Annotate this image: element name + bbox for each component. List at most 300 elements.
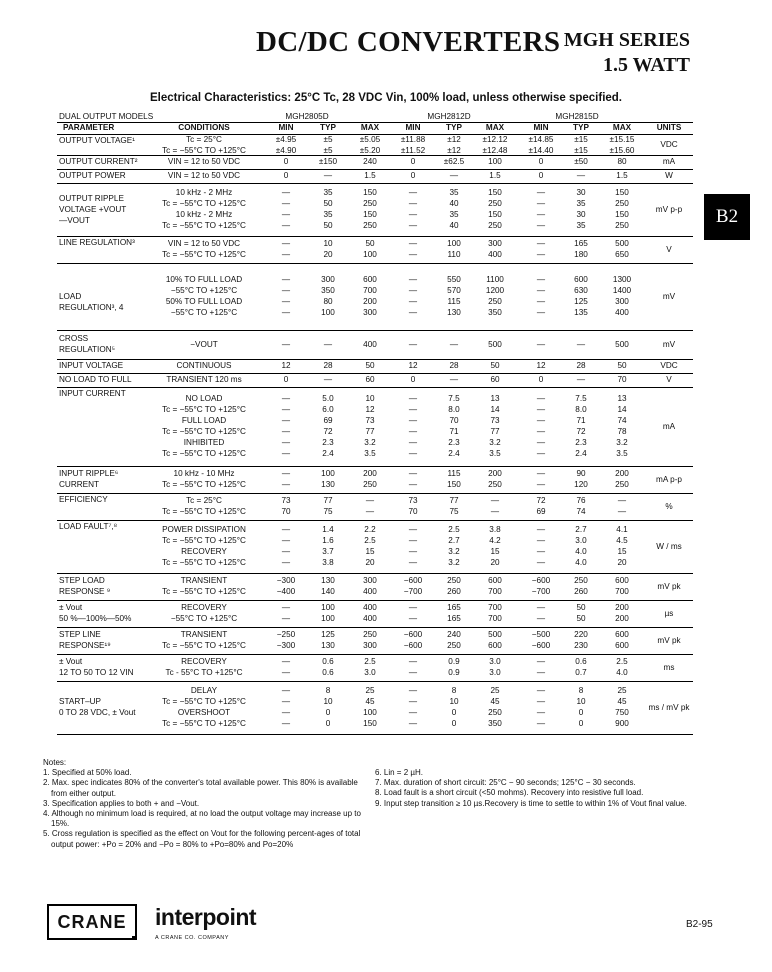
value-cell: 35 — [449, 188, 459, 197]
table-row — [57, 237, 693, 264]
value-cell: 2.2 — [364, 525, 376, 534]
value-cell: 74 — [576, 507, 586, 516]
value-cell: — — [281, 657, 291, 666]
parameter-label: 50 %—100%—50% — [59, 614, 132, 623]
value-cell: 400 — [615, 308, 629, 317]
value-cell: 30 — [576, 210, 586, 219]
value-cell: 50 — [323, 199, 333, 208]
value-cell: — — [281, 286, 291, 295]
value-cell: — — [536, 297, 546, 306]
value-cell: 750 — [615, 708, 629, 717]
value-cell: 69 — [536, 507, 546, 516]
value-cell: — — [536, 199, 546, 208]
value-cell: 12 — [408, 361, 418, 370]
value-cell: 60 — [365, 375, 375, 384]
value-cell: — — [408, 469, 418, 478]
value-cell: −700 — [403, 587, 423, 596]
condition-label: Tc = −55°C TO +125°C — [162, 221, 246, 230]
value-cell: 250 — [363, 630, 377, 639]
table-row — [57, 655, 693, 682]
value-cell: — — [536, 275, 546, 284]
value-cell: — — [408, 286, 418, 295]
value-cell: 0 — [538, 157, 544, 166]
value-cell: 200 — [615, 603, 629, 612]
units-label: mV pk — [657, 582, 681, 591]
value-cell: — — [449, 375, 459, 384]
value-cell: 300 — [363, 308, 377, 317]
value-cell: 125 — [574, 297, 588, 306]
value-cell: −300 — [276, 641, 296, 650]
value-cell: −600 — [403, 630, 423, 639]
value-cell: 28 — [449, 361, 459, 370]
condition-label: Tc = −55°C TO +125°C — [162, 719, 246, 728]
value-cell: 80 — [617, 157, 627, 166]
value-cell: 2.3 — [575, 438, 587, 447]
value-cell: 2.5 — [364, 536, 376, 545]
value-cell: 13 — [490, 394, 500, 403]
condition-label: Tc = −55°C TO +125°C — [162, 558, 246, 567]
value-cell: — — [281, 239, 291, 248]
value-cell: 71 — [576, 416, 586, 425]
value-cell: 135 — [574, 308, 588, 317]
table-row — [57, 374, 693, 388]
value-cell: — — [281, 340, 291, 349]
value-cell: 140 — [321, 587, 335, 596]
parameter-label: LOAD FAULT⁷,⁸ — [59, 522, 118, 531]
value-cell: — — [576, 340, 586, 349]
value-cell: −300 — [276, 576, 296, 585]
value-cell: 2.5 — [364, 657, 376, 666]
value-cell: ±15.15 — [609, 135, 635, 144]
value-cell: — — [408, 188, 418, 197]
value-cell: 74 — [617, 416, 627, 425]
condition-label: Tc = −55°C TO +125°C — [162, 427, 246, 436]
units-label: mV p-p — [655, 205, 683, 214]
value-cell: — — [536, 239, 546, 248]
value-cell: 600 — [615, 630, 629, 639]
parameter-label: OUTPUT RIPPLE — [59, 194, 124, 203]
value-cell: 8 — [325, 686, 331, 695]
table-row — [57, 494, 693, 521]
parameter-label: RESPONSE ⁹ — [59, 587, 111, 596]
value-cell: 230 — [574, 641, 588, 650]
value-cell: 77 — [323, 496, 333, 505]
parameter-label: STEP LINE — [59, 630, 101, 639]
value-cell: 400 — [363, 340, 377, 349]
value-cell: ±12.12 — [482, 135, 508, 144]
value-cell: — — [408, 438, 418, 447]
value-cell: 500 — [615, 340, 629, 349]
value-cell: 0 — [410, 157, 416, 166]
value-cell: 200 — [615, 469, 629, 478]
note-item: 1. Specified at 50% load. — [43, 768, 132, 778]
table-row — [57, 170, 693, 184]
value-cell: 250 — [363, 199, 377, 208]
value-cell: 45 — [617, 697, 627, 706]
units-label: V — [666, 375, 672, 384]
value-cell: — — [536, 469, 546, 478]
notes-right-column — [375, 768, 720, 809]
table-row — [57, 135, 693, 156]
value-cell: 300 — [363, 576, 377, 585]
value-cell: — — [365, 496, 375, 505]
value-cell: 0 — [283, 375, 289, 384]
value-cell: ±15 — [574, 146, 588, 155]
value-cell: 650 — [615, 250, 629, 259]
value-cell: — — [408, 308, 418, 317]
value-cell: — — [408, 686, 418, 695]
value-cell: — — [536, 525, 546, 534]
value-cell: 240 — [363, 157, 377, 166]
parameter-label: INPUT RIPPLE⁶ — [59, 469, 119, 478]
value-cell: — — [617, 496, 627, 505]
value-cell: 700 — [363, 286, 377, 295]
value-cell: ±12.48 — [482, 146, 508, 155]
series-name: MGH SERIES — [563, 29, 690, 51]
condition-label: OVERSHOOT — [177, 708, 231, 717]
value-cell: — — [490, 496, 500, 505]
value-cell: — — [536, 547, 546, 556]
electrical-characteristics-subtitle: Electrical Characteristics: 25°C Tc, 28 VDC Vin, 100% load, unless otherwise specified. — [149, 92, 623, 104]
value-cell: 60 — [490, 375, 500, 384]
value-cell: ±5 — [323, 146, 333, 155]
value-cell: 25 — [365, 686, 375, 695]
condition-label: TRANSIENT 120 ms — [166, 375, 242, 384]
value-cell: 35 — [323, 210, 333, 219]
condition-label: POWER DISSIPATION — [162, 525, 246, 534]
value-cell: 8 — [451, 686, 457, 695]
value-cell: — — [536, 308, 546, 317]
value-cell: — — [281, 250, 291, 259]
value-cell: 3.2 — [489, 438, 501, 447]
value-cell: 500 — [615, 239, 629, 248]
table-row — [57, 574, 693, 601]
header-typ: TYP — [320, 123, 336, 132]
condition-label: −55°C TO +125°C — [170, 308, 238, 317]
condition-label: 10 kHz - 2 MHz — [175, 210, 233, 219]
note-item: 9. Input step transition ≥ 10 µs.Recovery is time to settle to within 1% of Vout final value. — [375, 798, 687, 808]
parameter-label: ± Vout — [59, 657, 83, 666]
value-cell: 300 — [488, 239, 502, 248]
value-cell: — — [281, 188, 291, 197]
condition-label: Tc = 25°C — [186, 135, 222, 144]
value-cell: ±5 — [323, 135, 333, 144]
value-cell: 600 — [363, 275, 377, 284]
value-cell: ±150 — [318, 157, 338, 166]
value-cell: 4.2 — [489, 536, 501, 545]
parameter-label: —VOUT — [59, 216, 90, 225]
value-cell: 25 — [617, 686, 627, 695]
value-cell: — — [536, 221, 546, 230]
value-cell: 10 — [323, 697, 333, 706]
value-cell: ±5.05 — [359, 135, 381, 144]
value-cell: — — [281, 697, 291, 706]
value-cell: 2.3 — [448, 438, 460, 447]
group-label: DUAL OUTPUT MODELS — [59, 112, 154, 121]
value-cell: 130 — [321, 641, 335, 650]
condition-label: 10% TO FULL LOAD — [165, 275, 243, 284]
value-cell: ±15.60 — [609, 146, 635, 155]
value-cell: 2.7 — [448, 536, 460, 545]
header-min: MIN — [278, 123, 294, 132]
value-cell: 0 — [578, 708, 584, 717]
condition-label: Tc = 25°C — [186, 496, 222, 505]
value-cell: 4.0 — [616, 668, 628, 677]
value-cell: 69 — [323, 416, 333, 425]
value-cell: — — [536, 427, 546, 436]
value-cell: 130 — [447, 308, 461, 317]
value-cell: — — [408, 536, 418, 545]
value-cell: — — [281, 405, 291, 414]
value-cell: ±11.88 — [400, 135, 426, 144]
table-row — [57, 156, 693, 170]
parameter-label: STEP LOAD — [59, 576, 105, 585]
value-cell: — — [536, 405, 546, 414]
value-cell: — — [281, 708, 291, 717]
value-cell: 50 — [365, 239, 375, 248]
parameter-label: CURRENT — [59, 480, 100, 489]
value-cell: 35 — [449, 210, 459, 219]
value-cell: 6.0 — [322, 405, 334, 414]
value-cell: — — [408, 394, 418, 403]
value-cell: 570 — [447, 286, 461, 295]
value-cell: 150 — [615, 188, 629, 197]
value-cell: — — [408, 708, 418, 717]
units-label: W — [665, 171, 673, 180]
value-cell: — — [365, 507, 375, 516]
condition-label: TRANSIENT — [180, 630, 228, 639]
value-cell: 4.1 — [616, 525, 628, 534]
table-row — [57, 184, 693, 237]
units-label: VDC — [660, 140, 678, 149]
value-cell: 3.0 — [489, 668, 501, 677]
value-cell: — — [281, 480, 291, 489]
parameter-label: OUTPUT CURRENT² — [59, 157, 138, 166]
value-cell: 40 — [449, 199, 459, 208]
value-cell: — — [408, 427, 418, 436]
parameter-label: LINE REGULATION³ — [59, 238, 135, 247]
value-cell: 76 — [576, 496, 586, 505]
condition-label: −VOUT — [190, 340, 218, 349]
value-cell: 0 — [538, 171, 544, 180]
value-cell: 0 — [451, 708, 457, 717]
header-max: MAX — [485, 123, 505, 132]
value-cell: ±12 — [447, 146, 461, 155]
value-cell: — — [536, 188, 546, 197]
value-cell: 2.5 — [448, 525, 460, 534]
value-cell: — — [323, 375, 333, 384]
value-cell: 1.5 — [616, 171, 628, 180]
value-cell: 260 — [574, 587, 588, 596]
value-cell: — — [281, 438, 291, 447]
value-cell: ±11.52 — [400, 146, 426, 155]
value-cell: 600 — [615, 641, 629, 650]
value-cell: 600 — [488, 641, 502, 650]
value-cell: — — [408, 697, 418, 706]
value-cell: 77 — [449, 496, 459, 505]
value-cell: 1.5 — [489, 171, 501, 180]
section-tab: B2 — [704, 194, 750, 240]
condition-label: Tc = −55°C TO +125°C — [162, 536, 246, 545]
model-name: MGH2812D — [427, 112, 471, 121]
value-cell: 40 — [449, 221, 459, 230]
spec-rows — [57, 135, 693, 735]
value-cell: 3.5 — [489, 449, 501, 458]
value-cell: 3.7 — [322, 547, 334, 556]
value-cell: 150 — [363, 210, 377, 219]
value-cell: −700 — [531, 587, 551, 596]
value-cell: 400 — [363, 587, 377, 596]
brand-tagline: A CRANE CO. COMPANY — [155, 935, 229, 941]
value-cell: — — [408, 657, 418, 666]
value-cell: — — [281, 719, 291, 728]
value-cell: 3.0 — [489, 657, 501, 666]
value-cell: 28 — [576, 361, 586, 370]
condition-label: Tc = −55°C TO +125°C — [162, 250, 246, 259]
table-row — [57, 628, 693, 655]
value-cell: 8 — [578, 686, 584, 695]
value-cell: — — [536, 668, 546, 677]
value-cell: 150 — [488, 188, 502, 197]
condition-label: CONTINUOUS — [176, 361, 232, 370]
value-cell: 0 — [410, 375, 416, 384]
value-cell: ±14.40 — [528, 146, 554, 155]
note-item: 4. Although no minimum load is required, at no load the output voltage may increase up to 15%. — [43, 809, 361, 829]
condition-label: Tc = −55°C TO +125°C — [162, 480, 246, 489]
condition-label: 10 kHz - 10 MHz — [173, 469, 235, 478]
value-cell: 0 — [325, 719, 331, 728]
value-cell: 0 — [325, 708, 331, 717]
value-cell: 7.5 — [575, 394, 587, 403]
units-label: µs — [664, 609, 674, 618]
value-cell: 78 — [617, 427, 627, 436]
value-cell: 8.0 — [448, 405, 460, 414]
note-item: 7. Max. duration of short circuit: 25°C − 90 seconds; 125°C − 30 seconds. — [375, 778, 636, 788]
value-cell: 30 — [576, 188, 586, 197]
value-cell: 2.4 — [575, 449, 587, 458]
value-cell: 28 — [323, 361, 333, 370]
units-label: mA — [662, 422, 676, 431]
value-cell: 250 — [488, 480, 502, 489]
value-cell: — — [281, 416, 291, 425]
value-cell: — — [449, 171, 459, 180]
value-cell: 220 — [574, 630, 588, 639]
value-cell: 200 — [615, 614, 629, 623]
value-cell: 15 — [365, 547, 375, 556]
value-cell: — — [536, 686, 546, 695]
units-label: mA — [662, 157, 676, 166]
value-cell: 350 — [488, 719, 502, 728]
value-cell: — — [281, 210, 291, 219]
value-cell: — — [281, 449, 291, 458]
value-cell: ±50 — [574, 157, 588, 166]
value-cell: ±4.90 — [275, 146, 297, 155]
value-cell: 50 — [576, 614, 586, 623]
value-cell: 600 — [615, 576, 629, 585]
value-cell: 3.2 — [448, 558, 460, 567]
value-cell: 15 — [490, 547, 500, 556]
units-label: V — [666, 245, 672, 254]
value-cell: 72 — [536, 496, 546, 505]
value-cell: 250 — [447, 641, 461, 650]
parameter-label: REGULATION⁵ — [59, 345, 116, 354]
value-cell: — — [281, 308, 291, 317]
value-cell: 12 — [365, 405, 375, 414]
value-cell: 20 — [617, 558, 627, 567]
value-cell: — — [408, 416, 418, 425]
condition-label: FULL LOAD — [181, 416, 227, 425]
units-label: VDC — [660, 361, 678, 370]
table-row — [57, 521, 693, 574]
value-cell: — — [408, 239, 418, 248]
value-cell: — — [449, 340, 459, 349]
value-cell: 100 — [321, 603, 335, 612]
value-cell: — — [536, 719, 546, 728]
value-cell: 700 — [488, 603, 502, 612]
value-cell: 3.8 — [322, 558, 334, 567]
parameter-label: NO LOAD TO FULL — [59, 375, 132, 384]
condition-label: INHIBITED — [183, 438, 225, 447]
value-cell: 80 — [323, 297, 333, 306]
header-max: MAX — [360, 123, 380, 132]
value-cell: 14 — [490, 405, 500, 414]
value-cell: — — [281, 427, 291, 436]
units-label: ms / mV pk — [648, 703, 690, 712]
table-row — [57, 360, 693, 374]
note-item: 5. Cross regulation is specified as the effect on Vout for the following percent-ages of total output power: +Po = 20% and −Po = 80% to +Po=80% and Po=20% — [43, 829, 361, 849]
value-cell: — — [281, 603, 291, 612]
value-cell: 72 — [576, 427, 586, 436]
value-cell: 1100 — [486, 275, 504, 284]
condition-label: Tc = −55°C TO +125°C — [162, 507, 246, 516]
value-cell: — — [408, 275, 418, 284]
value-cell: — — [281, 394, 291, 403]
condition-label: Tc = −55°C TO +125°C — [162, 587, 246, 596]
parameter-label: LOAD — [59, 292, 82, 301]
value-cell: — — [408, 603, 418, 612]
value-cell: — — [323, 340, 333, 349]
value-cell: 400 — [363, 603, 377, 612]
value-cell: — — [536, 438, 546, 447]
value-cell: 3.0 — [575, 536, 587, 545]
condition-label: Tc = −55°C TO +125°C — [162, 449, 246, 458]
spec-table — [57, 112, 693, 735]
value-cell: — — [281, 275, 291, 284]
value-cell: — — [536, 286, 546, 295]
condition-label: VIN = 12 to 50 VDC — [167, 239, 241, 248]
series-power: 1.5 WATT — [602, 54, 690, 76]
parameter-label: REGULATION³, 4 — [59, 303, 124, 312]
value-cell: — — [617, 507, 627, 516]
value-cell: — — [408, 199, 418, 208]
value-cell: 15 — [617, 547, 627, 556]
value-cell: — — [323, 171, 333, 180]
value-cell: 400 — [488, 250, 502, 259]
value-cell: 73 — [365, 416, 375, 425]
value-cell: — — [536, 449, 546, 458]
parameter-label: RESPONSE¹⁹ — [59, 641, 111, 650]
condition-label: NO LOAD — [185, 394, 223, 403]
crane-logo: CRANE — [47, 904, 137, 940]
value-cell: 10 — [365, 394, 375, 403]
value-cell: — — [281, 558, 291, 567]
notes-heading: Notes: — [43, 758, 67, 767]
value-cell: 400 — [363, 614, 377, 623]
table-row — [57, 388, 693, 467]
condition-label: −55°C TO +125°C — [170, 614, 238, 623]
value-cell: 165 — [447, 614, 461, 623]
value-cell: — — [536, 394, 546, 403]
